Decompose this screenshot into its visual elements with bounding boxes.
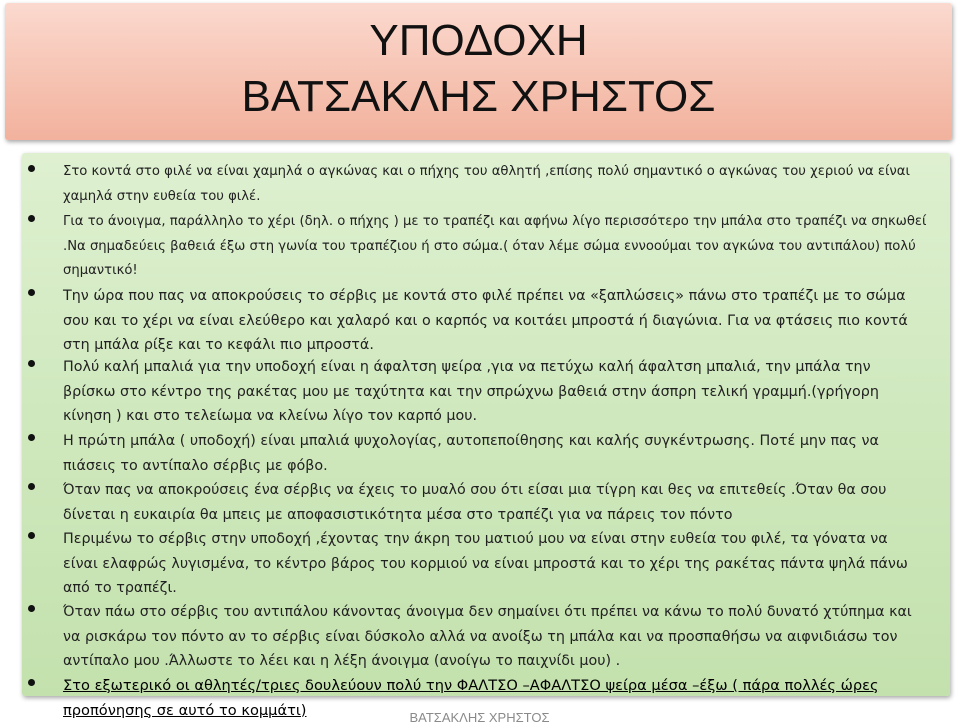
title-line-2: ΒΑΤΣΑΚΛΗΣ ΧΡΗΣΤΟΣ [241, 72, 716, 121]
bullet-dot-icon [28, 289, 35, 296]
bullet-text: Περιμένω το σέρβις στην υποδοχή ,έχοντας την άκρη του ματιού μου να είναι στην ευθεία του φιλέ, τα γόνατα να είναι ελαφρώς λυγισμένα, το κέντρο βάρος του κορμιού να είναι μπροστά και το χέρι της ρακέτας πάντα ψηλά πάνω από το τραπέζι. [63, 531, 908, 596]
title-box [5, 3, 952, 140]
bullet-dot-icon [28, 434, 35, 441]
bullet-text: Όταν πας να αποκρούσεις ένα σέρβις να έχεις το μυαλό σου ότι είσαι μια τίγρη και θες να επιτεθείς .Όταν θα σου δίνεται η ευκαιρία θα μπεις με αποφασιστικότητα μέσα στο τραπέζι για να πάρεις τον πόντο [63, 482, 887, 523]
bullet-text: Για το άνοιγμα, παράλληλο το χέρι (δηλ. ο πήχης ) με το τραπέζι και αφήνω λίγο περισσότερο την μπάλα στο τραπέζι να σηκωθεί .Να σημαδεύεις βαθειά έξω στη γωνία του τραπέζιου ή στο σώμα.( όταν λέμε σώμα εννοούμαι τον αγκώνα του αντιπάλου) πολύ σημαντικό! [63, 214, 927, 278]
bullet-text: Η πρώτη μπάλα ( υποδοχή) είναι μπαλιά ψυχολογίας, αυτοπεποίθησης και καλής συγκέντρωσης. Ποτέ μην πας να πιάσεις το αντίπαλο σέρβις με φόβο. [63, 433, 879, 474]
bullet-item [22, 600, 927, 674]
bullet-item [22, 355, 927, 429]
bullet-item [22, 160, 927, 209]
bullet-item [22, 527, 927, 601]
bullet-text: Πολύ καλή μπαλιά για την υποδοχή είναι η άφαλτση ψείρα ,για να πετύχω καλή άφαλτση μπαλιά, την μπάλα την βρίσκω στο κέντρο της ρακέτας μου με ταχύτητα και την σπρώχνω βαθειά στην άσπρη τελική γραμμή.(γρήγορη κίνηση ) και στο τελείωμα να κλείνω λίγο τον καρπό μου. [63, 359, 879, 424]
bullet-item [22, 429, 927, 478]
bullet-item [22, 210, 927, 284]
bullet-text: Στο κοντά στο φιλέ να είναι χαμηλά ο αγκώνας και ο πήχης του αθλητή ,επίσης πολύ σημαντικό ο αγκώνας του χεριού να είναι χαμηλά στην ευθεία του φιλέ. [63, 164, 910, 204]
bullet-dot-icon [28, 215, 35, 222]
bullet-item [22, 284, 927, 358]
bullet-dot-icon [28, 483, 35, 490]
bullet-item [22, 478, 927, 527]
bullet-text: Την ώρα που πας να αποκρούσεις το σέρβις με κοντά στο φιλέ πρέπει να «ξαπλώσεις» πάνω στο τραπέζι με το σώμα σου και το χέρι να είναι ελεύθερο και χαλαρό και ο καρπός να κοιτάει μπροστά ή διαγώνια. Για να φτάσεις πιο κοντά στη μπάλα ρίξε και το κεφάλι πιο μπροστά. [63, 288, 908, 353]
title-line-1: ΥΠΟΔΟΧΗ [369, 16, 588, 65]
bullet-dot-icon [28, 532, 35, 539]
bullet-dot-icon [28, 165, 35, 172]
bullet-dot-icon [28, 360, 35, 367]
footer-caption: ΒΑΤΣΑΚΛΗΣ ΧΡΗΣΤΟΣ [409, 710, 550, 725]
bullet-dot-icon [28, 605, 35, 612]
bullet-dot-icon [28, 679, 35, 686]
bullet-text: Όταν πάω στο σέρβις του αντιπάλου κάνοντας άνοιγμα δεν σημαίνει ότι πρέπει να κάνω το πολύ δυνατό χτύπημα και να ρισκάρω τον πόντο αν το σέρβις είναι δύσκολο αλλά να ανοίξω τη μπάλα και να προσπαθήσω να αιφνιδιάσω τον αντίπαλο μου .Άλλωστε το λέει και η λέξη άνοιγμα (ανοίγω το παιχνίδι μου) . [63, 604, 912, 669]
bullet-text: Στο εξωτερικό οι αθλητές/τριες δουλεύουν πολύ την ΦΑΛΤΣΟ –ΑΦΑΛΤΣΟ ψείρα μέσα –έξω ( πάρα πολλές ώρες προπόνησης σε αυτό το κομμάτι) [63, 677, 879, 719]
